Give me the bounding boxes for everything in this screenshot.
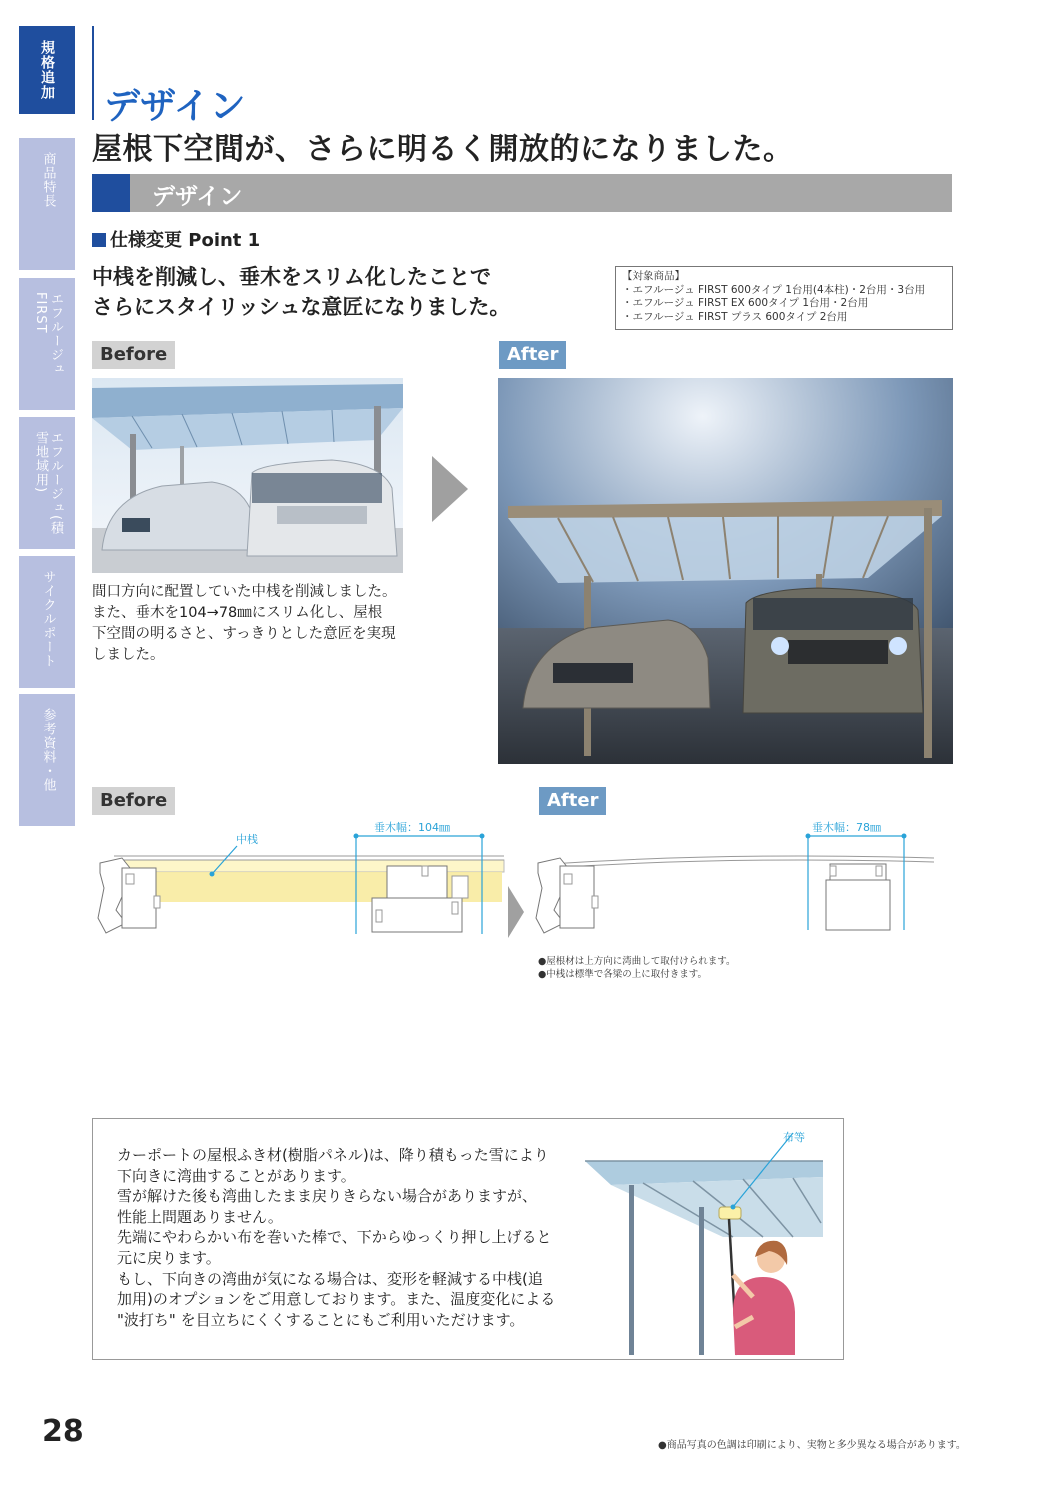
before-photo: [92, 378, 403, 573]
info-line: "波打ち" を目立ちにくくすることにもご利用いただけます。: [117, 1310, 525, 1329]
diagram-note: ●屋根材は上方向に湾曲して取付けられます。: [538, 956, 736, 967]
footer-note: ●商品写真の色調は印刷により、実物と多少異なる場合があります。: [658, 1440, 966, 1451]
header-divider: [92, 26, 94, 120]
info-line: 性能上問題ありません。: [117, 1207, 283, 1226]
diagram-after-tag: After: [539, 787, 606, 815]
side-tab-label: エフルージュ(積雪地域用): [33, 431, 63, 536]
description-line: 間口方向に配置していた中桟を削減しました。: [92, 584, 397, 600]
illustration-label: 布等: [783, 1131, 805, 1144]
section-title: デザイン: [152, 184, 243, 210]
info-line: 加用)のオプションをご用意しております。また、温度変化による: [117, 1290, 556, 1309]
side-tab-spec-added[interactable]: [19, 26, 75, 114]
info-box: [92, 1118, 844, 1360]
arrow-right-icon: [506, 886, 526, 938]
target-products-box: [615, 266, 953, 330]
info-line: 雪が解けた後も湾曲したまま戻りきらない場合がありますが、: [117, 1187, 538, 1206]
diagram-notes: [538, 955, 736, 981]
side-tab-label: 規格追加: [39, 40, 56, 100]
target-product-item: ・エフルージュ FIRST 600タイプ 1台用(4本柱)・2台用・3台用: [622, 283, 926, 296]
description: [92, 582, 397, 666]
point-heading: [92, 226, 260, 252]
lead-line: さらにスタイリッシュな意匠になりました。: [92, 295, 511, 319]
point-label: 仕様変更 Point 1: [110, 230, 261, 251]
photo-after-tag: After: [499, 341, 566, 369]
target-product-item: ・エフルージュ FIRST EX 600タイプ 1台用・2台用: [622, 297, 869, 309]
before-section-diagram: [92, 818, 512, 948]
side-tab-first[interactable]: [19, 278, 75, 410]
info-line: 元に戻ります。: [117, 1248, 221, 1267]
side-tab-label: 商品特長: [40, 152, 56, 208]
photo-before-tag: Before: [92, 341, 175, 369]
info-line: 先端にやわらかい布を巻いた棒で、下からゆっくり押し上げると: [117, 1228, 552, 1247]
side-tab-label: エフルージュFIRST: [33, 292, 63, 376]
section-bar: [92, 174, 952, 212]
description-line: しました。: [92, 647, 165, 663]
target-products-heading: 【対象商品】: [622, 270, 685, 282]
side-tab-label: サイクルポート: [40, 570, 56, 668]
info-line: もし、下向きの湾曲が気になる場合は、変形を軽減する中桟(追: [117, 1269, 543, 1288]
nakasan-label: 中桟: [236, 833, 258, 846]
lead-line: 中桟を削減し、垂木をスリム化したことで: [92, 265, 491, 289]
side-tab-features[interactable]: [19, 138, 75, 270]
side-tab-reference[interactable]: [19, 694, 75, 826]
target-product-item: ・エフルージュ FIRST プラス 600タイプ 2台用: [622, 310, 848, 323]
diagram-note: ●中桟は標準で各梁の上に取付きます。: [538, 969, 708, 980]
side-tab-label: 参考資料・他: [40, 708, 56, 792]
after-section-diagram: [530, 818, 940, 948]
section-bar-marker: [92, 174, 130, 212]
point-marker: [92, 233, 106, 247]
side-tab-cycleport[interactable]: [19, 556, 75, 688]
after-width-label: 垂木幅：78㎜: [812, 821, 881, 834]
before-width-label: 垂木幅：104㎜: [374, 821, 450, 834]
side-tab-snow-area[interactable]: [19, 417, 75, 549]
info-line: 下向きに湾曲することがあります。: [117, 1166, 356, 1185]
page-title: デザイン: [104, 86, 246, 127]
after-photo: [498, 378, 953, 764]
page-number: 28: [42, 1414, 84, 1449]
arrow-right-icon: [430, 456, 470, 522]
diagram-before-tag: Before: [92, 787, 175, 815]
lead-text: [92, 262, 510, 322]
page-subtitle: 屋根下空間が、さらに明るく開放的になりました。: [92, 132, 794, 167]
description-line: また、垂木を104→78㎜にスリム化し、屋根: [92, 605, 383, 621]
info-line: カーポートの屋根ふき材(樹脂パネル)は、降り積もった雪により: [117, 1146, 549, 1164]
snow-push-illustration: [583, 1127, 838, 1357]
info-text: [117, 1145, 555, 1330]
description-line: 下空間の明るさと、すっきりとした意匠を実現: [92, 626, 396, 642]
